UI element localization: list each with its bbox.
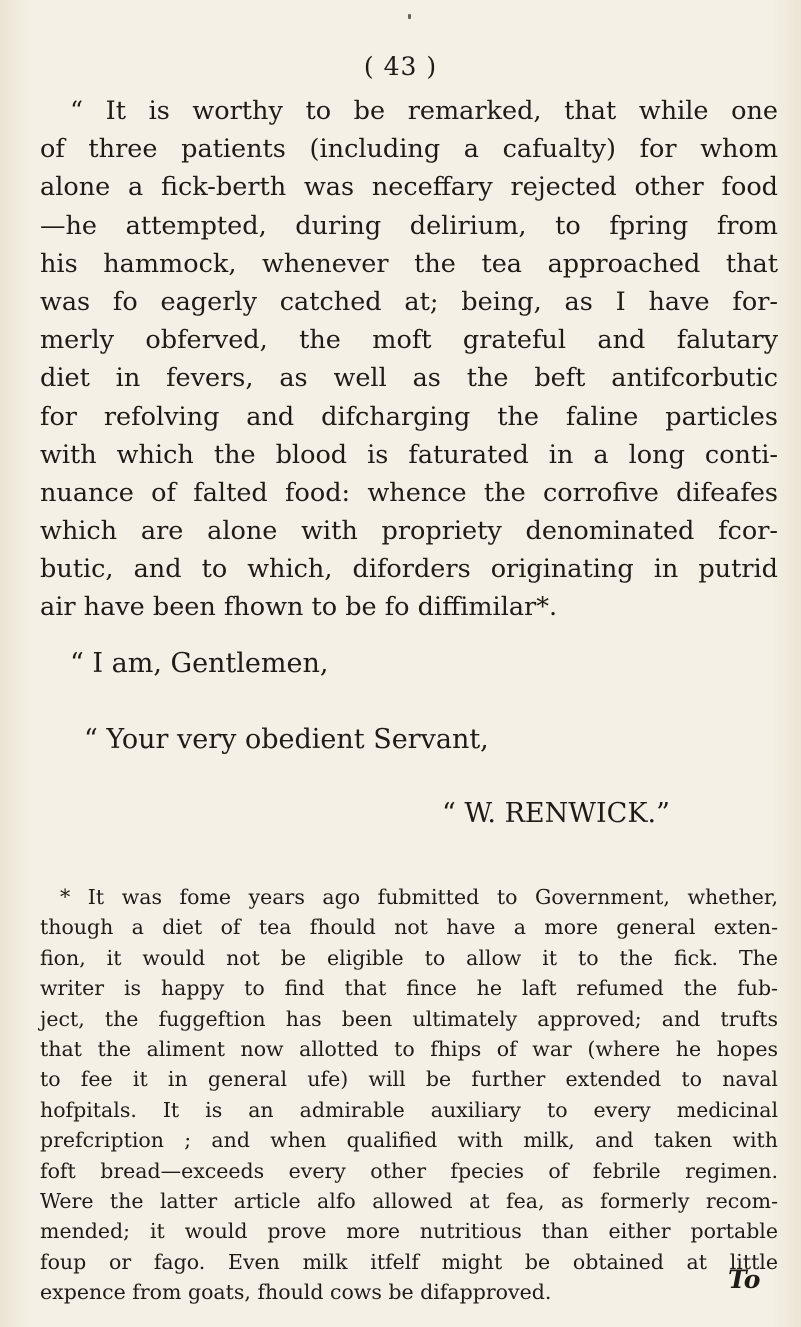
valediction: “ Your very obedient Servant,: [84, 724, 489, 755]
text-line: with which the blood is faturated in a long conti-: [40, 439, 778, 470]
footnote-line: writer is happy to find that fince he laft refumed the fub-: [40, 976, 778, 1001]
footnote-line: mended; it would prove more nutritious than either portable: [40, 1219, 778, 1244]
footnote-line: foup or fago. Even milk itfelf might be obtained at little: [40, 1249, 778, 1274]
footnote-line: prefcription ; and when qualified with milk, and taken with: [40, 1128, 778, 1153]
footnote-line: Were the latter article alfo allowed at fea, as formerly recom-: [40, 1188, 778, 1213]
text-line: was fo eagerly catched at; being, as I have for-: [40, 286, 778, 317]
footnote-line: hofpitals. It is an admirable auxiliary to every medicinal: [40, 1097, 778, 1122]
page-number: ( 43 ): [363, 52, 438, 81]
text-line: of three patients (including a cafualty) for whom: [40, 134, 778, 165]
ink-speck: [408, 14, 411, 19]
text-line: for refolving and difcharging the faline particles: [40, 401, 778, 432]
footnote-line: * It was fome years ago fubmitted to Government, whether,: [60, 885, 778, 909]
text-line: alone a fick-berth was neceffary rejected other food: [40, 172, 778, 203]
text-line: nuance of falted food: whence the corrofive difeafes: [40, 477, 778, 508]
text-line: air have been fhown to be fo diffimilar*.: [40, 592, 558, 623]
text-line: which are alone with propriety denominated fcor-: [40, 516, 778, 547]
text-line: “ It is worthy to be remarked, that while one: [70, 96, 778, 126]
footnote-line: foft bread—exceeds every other fpecies of febrile regimen.: [40, 1158, 778, 1183]
footnote-line: to fee it in general ufe) will be further extended to naval: [40, 1067, 778, 1092]
footnote-line: expence from goats, fhould cows be difapproved.: [40, 1280, 552, 1305]
footnote: [40, 882, 778, 1307]
footnote-line: fion, it would not be eligible to allow it to the fick. The: [40, 945, 778, 970]
footnote-line: ject, the fuggeftion has been ultimately approved; and trufts: [40, 1006, 778, 1031]
catchword: To: [728, 1265, 761, 1294]
text-line: merly obferved, the moft grateful and falutary: [40, 325, 778, 356]
text-line: butic, and to which, diforders originating in putrid: [40, 554, 778, 585]
main-text: [40, 92, 778, 627]
footnote-line: that the aliment now allotted to fhips of war (where he hopes: [40, 1036, 778, 1061]
text-line: diet in fevers, as well as the beft antifcorbutic: [40, 363, 778, 394]
salutation: “ I am, Gentlemen,: [70, 648, 329, 679]
text-line: his hammock, whenever the tea approached that: [40, 248, 778, 279]
signature: “ W. RENWICK.”: [442, 798, 670, 829]
text-line: —he attempted, during delirium, to fpring from: [40, 210, 778, 241]
footnote-line: though a diet of tea fhould not have a more general exten-: [40, 915, 778, 940]
